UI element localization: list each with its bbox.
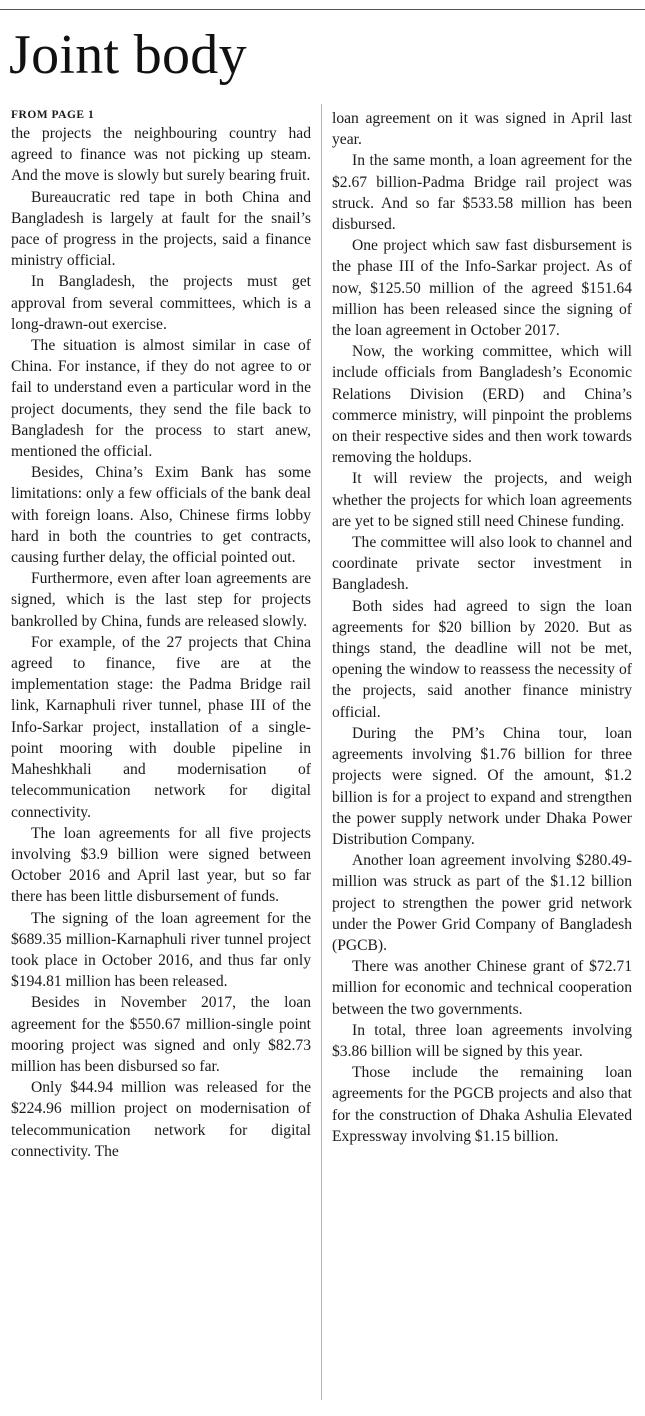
article-paragraph: Only $44.94 million was released for the $224.96 million project on modernisation of telecommunication network for digital connectivity. The <box>11 1079 311 1160</box>
article-paragraph: loan agreement on it was signed in April last year. <box>332 110 632 149</box>
article-paragraph: During the PM’s China tour, loan agreements involving $1.76 billion for three projects were signed. Of the amount, $1.2 billion is for a project to expand and strengthen the power supply network under Dhaka Power Distribution Company. <box>332 724 632 848</box>
article-paragraph: Besides in November 2017, the loan agreement for the $550.67 million-single point mooring project was signed and only $82.73 million has been disbursed so far. <box>11 994 311 1075</box>
article-left-column <box>11 108 311 1162</box>
article-paragraph: Both sides had agreed to sign the loan agreements for $20 billion by 2020. But as things stand, the deadline will not be met, opening the window to reassess the necessity of the projects, said another finance ministry official. <box>332 597 632 721</box>
article-right-column <box>332 108 632 1147</box>
article-paragraph: Those include the remaining loan agreements for the PGCB projects and also that for the construction of Dhaka Ashulia Elevated Expressway involving $1.15 billion. <box>332 1064 632 1145</box>
article-paragraph: Furthermore, even after loan agreements are signed, which is the last step for projects bankrolled by China, funds are released slowly. <box>11 570 311 630</box>
article-paragraph: There was another Chinese grant of $72.71 million for economic and technical cooperation between the two governments. <box>332 958 632 1018</box>
headline: Joint body <box>9 24 247 86</box>
article-paragraph: Another loan agreement involving $280.49-million was struck as part of the $1.12 billion project to strengthen the power grid network under the Power Grid Company of Bangladesh (PGCB). <box>332 852 632 954</box>
article-paragraph: The committee will also look to channel and coordinate private sector investment in Bangladesh. <box>332 534 632 594</box>
article-paragraph: The loan agreements for all five projects involving $3.9 billion were signed between October 2016 and April last year, but so far there has been little disbursement of funds. <box>11 824 311 906</box>
article-paragraph: the projects the neighbouring country had agreed to finance was not picking up steam. And the move is slowly but surely bearing fruit. <box>11 125 311 185</box>
article-paragraph: For example, of the 27 projects that China agreed to finance, five are at the implementation stage: the Padma Bridge rail link, Karnaphuli river tunnel, phase III of the Info-Sarkar project, installation of a single-point mooring with double pipeline in Maheshkhali and modernisation of telecommunication network for digital connectivity. <box>11 633 311 821</box>
article-paragraph: The signing of the loan agreement for the $689.35 million-Karnaphuli river tunnel project took place in October 2016, and thus far only $194.81 million has been released. <box>11 909 311 991</box>
jump-kicker: FROM PAGE 1 <box>11 109 95 121</box>
article-paragraph: One project which saw fast disbursement is the phase III of the Info-Sarkar project. As of now, $125.50 million of the agreed $151.64 million has been released since the signing of the loan agreement in October 2017. <box>332 237 632 340</box>
article-paragraph: In Bangladesh, the projects must get approval from several committees, which is a long-drawn-out exercise. <box>11 273 311 333</box>
article-paragraph: Bureaucratic red tape in both China and Bangladesh is largely at fault for the snail’s pace of progress in the projects, said a finance ministry official. <box>11 188 311 270</box>
article-paragraph: Now, the working committee, which will include officials from Bangladesh’s Economic Relations Division (ERD) and China’s commerce ministry, will pinpoint the problems on their respective sides and then work towards removing the holdups. <box>332 343 632 467</box>
top-rule <box>0 9 645 10</box>
column-divider <box>321 104 322 1400</box>
article-paragraph: In the same month, a loan agreement for the $2.67 billion-Padma Bridge rail project was struck. And so far $533.58 million has been disbursed. <box>332 152 632 234</box>
article-paragraph: In total, three loan agreements involving $3.86 billion will be signed by this year. <box>332 1021 632 1060</box>
article-paragraph: The situation is almost similar in case of China. For instance, if they do not agree to or fail to understand even a particular word in the project documents, they send the file back to Bangladesh for the process to start anew, mentioned the official. <box>11 337 311 461</box>
article-paragraph: Besides, China’s Exim Bank has some limitations: only a few officials of the bank deal with foreign loans. Also, Chinese firms lobby hard in both the countries to get contracts, causing further delay, the official pointed out. <box>11 464 311 567</box>
article-paragraph: It will review the projects, and weigh whether the projects for which loan agreements are yet to be signed still need Chinese funding. <box>332 470 632 530</box>
